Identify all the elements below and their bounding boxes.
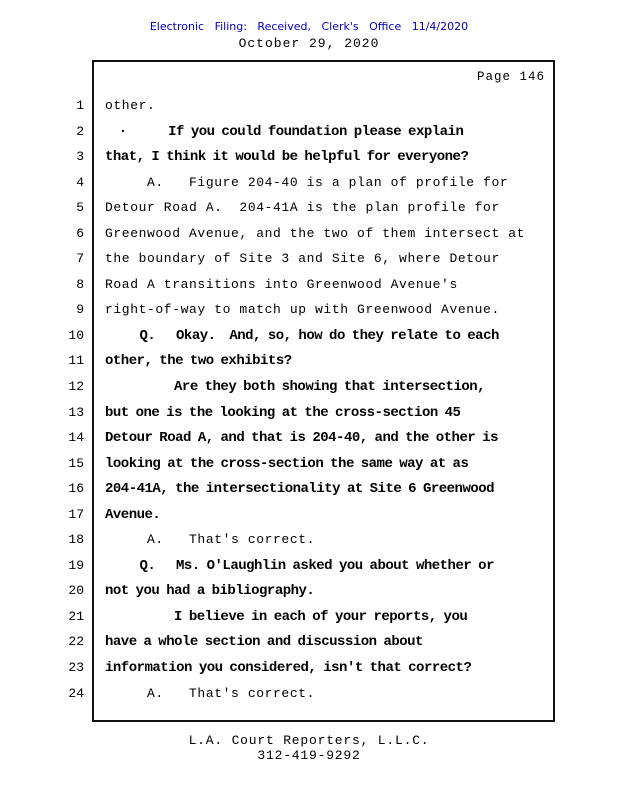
line-number: 19 <box>68 557 84 573</box>
line-text: Greenwood Avenue, and the two of them intersect at <box>105 225 526 241</box>
transcript-line <box>0 272 618 298</box>
line-number: 16 <box>68 481 84 497</box>
transcript-line <box>0 476 618 502</box>
line-text: the boundary of Site 3 and Site 6, where Detour <box>105 251 500 267</box>
transcript-line <box>0 195 618 221</box>
transcript-line <box>0 246 618 272</box>
line-number: 17 <box>68 506 84 522</box>
filing-header: Electronic Filing: Received, Clerk's Office 11/4/2020 <box>149 20 469 33</box>
transcript-line <box>0 119 618 145</box>
line-number: 23 <box>68 660 84 676</box>
line-text: not you had a bibliography. <box>105 583 315 600</box>
line-text: A. Figure 204-40 is a plan of profile for <box>105 174 509 190</box>
line-number: 2 <box>76 123 84 139</box>
line-text: have a whole section and discussion about <box>105 634 423 651</box>
line-text: Q. Okay. And, so, how do they relate to each <box>105 327 499 344</box>
line-text: right-of-way to match up with Greenwood Avenue. <box>105 302 500 318</box>
transcript-line <box>0 323 618 349</box>
transcript-line <box>0 170 618 196</box>
transcript-line <box>0 297 618 323</box>
line-number: 13 <box>68 404 84 420</box>
line-number: 22 <box>68 634 84 650</box>
line-text: looking at the cross-section the same way at as <box>105 455 469 472</box>
line-number: 9 <box>76 302 84 318</box>
transcript-line <box>0 144 618 170</box>
line-text: · If you could foundation please explain <box>105 123 464 140</box>
line-text: Are they both showing that intersection, <box>105 379 486 396</box>
line-text: A. That's correct. <box>105 685 316 701</box>
transcript-line <box>0 604 618 630</box>
transcript-line <box>0 527 618 553</box>
page-number: Page 146 <box>476 70 545 84</box>
transcript-line <box>0 93 618 119</box>
line-number: 18 <box>68 532 84 548</box>
line-text: Avenue. <box>105 506 161 523</box>
line-text: Detour Road A, and that is 204-40, and the other is <box>105 430 498 447</box>
line-number: 6 <box>76 225 84 241</box>
transcript-line <box>0 451 618 477</box>
transcript-line <box>0 425 618 451</box>
line-number: 5 <box>76 200 84 216</box>
line-number: 3 <box>76 149 84 165</box>
line-number: 12 <box>68 379 84 395</box>
line-text: other, the two exhibits? <box>105 353 292 370</box>
line-number: 10 <box>68 327 84 343</box>
transcript-line <box>0 348 618 374</box>
line-number: 4 <box>76 174 84 190</box>
transcript-line <box>0 629 618 655</box>
transcript-lines <box>0 93 618 706</box>
transcript-line <box>0 502 618 528</box>
transcript-line <box>0 400 618 426</box>
date-line: October 29, 2020 <box>238 36 380 51</box>
line-number: 14 <box>68 430 84 446</box>
line-text: I believe in each of your reports, you <box>105 608 468 625</box>
transcript-line <box>0 681 618 707</box>
footer-company: L.A. Court Reporters, L.L.C. <box>188 733 430 748</box>
line-number: 20 <box>68 583 84 599</box>
line-number: 7 <box>76 251 84 267</box>
line-number: 11 <box>68 353 84 369</box>
line-text: Q. Ms. O'Laughlin asked you about whether or <box>105 557 494 574</box>
line-text: that, I think it would be helpful for everyone? <box>105 149 469 166</box>
transcript-line <box>0 655 618 681</box>
line-number: 1 <box>76 98 84 113</box>
line-text: other. <box>105 98 156 113</box>
transcript-line <box>0 553 618 579</box>
line-number: 21 <box>68 608 84 624</box>
transcript-line <box>0 578 618 604</box>
line-number: 15 <box>68 455 84 471</box>
line-text: but one is the looking at the cross-section 45 <box>105 404 461 421</box>
line-number: 24 <box>68 685 84 701</box>
line-text: A. That's correct. <box>105 532 316 548</box>
line-number: 8 <box>76 276 84 292</box>
transcript-line <box>0 221 618 247</box>
line-text: information you considered, isn't that correct? <box>105 660 472 677</box>
line-text: 204-41A, the intersectionality at Site 6 Greenwood <box>105 481 495 498</box>
footer-phone: 312-419-9292 <box>257 748 361 763</box>
line-text: Road A transitions into Greenwood Avenue's <box>105 276 458 292</box>
line-text: Detour Road A. 204-41A is the plan profile for <box>105 200 500 216</box>
transcript-line <box>0 374 618 400</box>
